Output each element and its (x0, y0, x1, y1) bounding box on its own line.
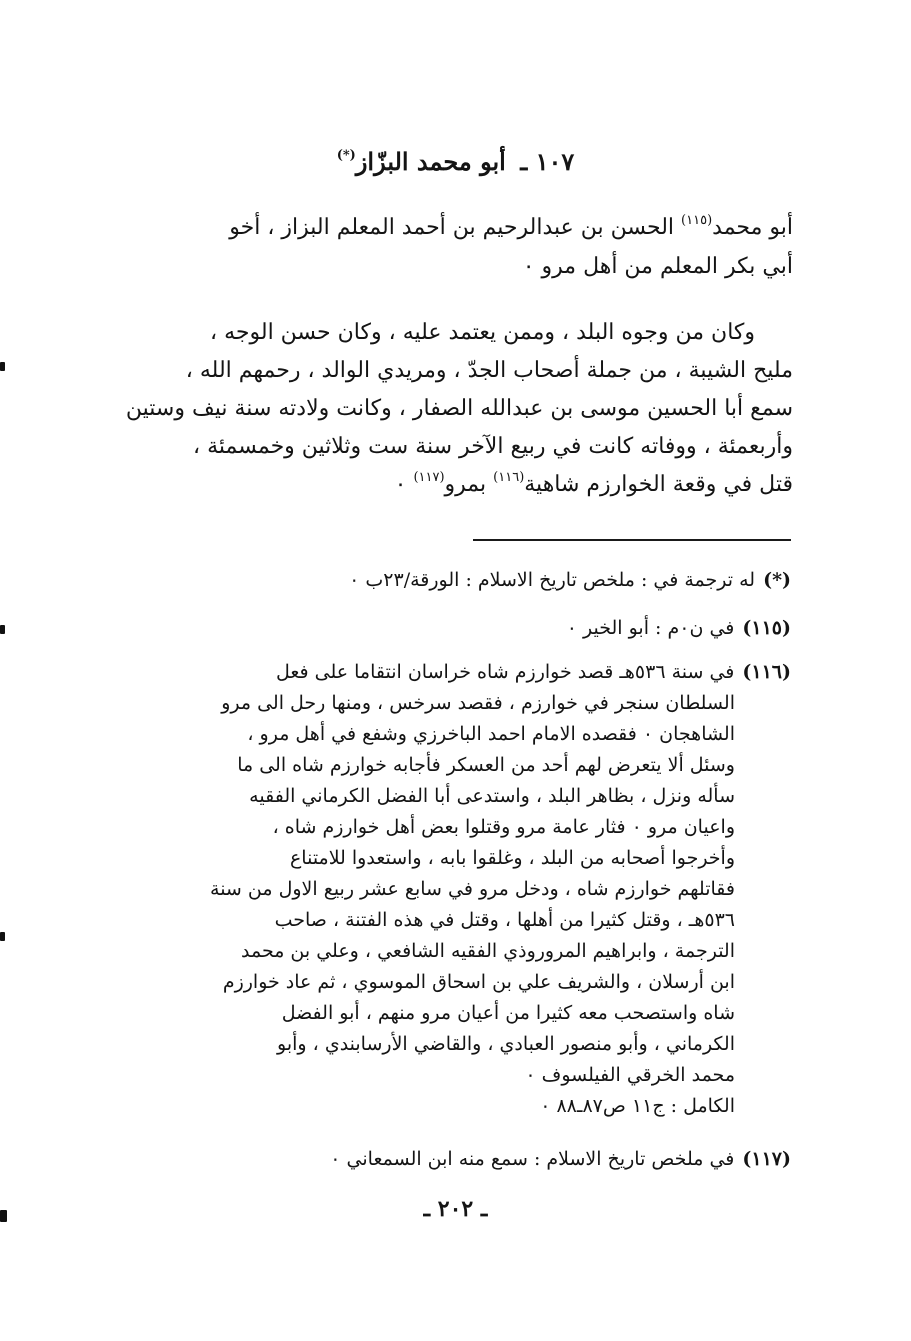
footnote-text: واعيان مرو ٠ فثار عامة مرو وقتلوا بعض أهل خوارزم شاه ، (272, 816, 735, 838)
footnote-text: في ن٠م : أبو الخير ٠ (566, 617, 735, 639)
footnote-star (111, 565, 791, 596)
footnote-ref-115: (١١٥) (681, 212, 713, 228)
footnote-text: ٥٣٦هـ ، وقتل كثيرا من أهلها ، وقتل في هذه الفتنة ، صاحب (274, 909, 735, 931)
footnote-text: الشاهجان ٠ فقصده الامام احمد الباخرزي وشفع في أهل مرو ، (247, 723, 735, 745)
footnote-text: السلطان سنجر في خوارزم ، فقصد سرخس ، ومنها رحل الى مرو (221, 692, 735, 714)
footnote-text: وأخرجوا أصحابه من البلد ، وغلقوا بابه ، واستعدوا للامتناع (289, 847, 735, 869)
footnote-text: في ملخص تاريخ الاسلام : سمع منه ابن السمعاني ٠ (330, 1148, 735, 1170)
footnote-marker: (*) (763, 569, 791, 591)
footnote-citation: الكامل : ج١١ ص٨٧ـ٨٨ ٠ (540, 1095, 735, 1117)
footnote-divider (473, 539, 791, 541)
page-number: ـ ٢٠٢ ـ (423, 1196, 488, 1222)
footnote-marker: (١١٧) (742, 1148, 791, 1170)
footnote-text: الترجمة ، وابراهيم المروروذي الفقيه الشافعي ، وعلي بن محمد (240, 940, 735, 962)
biography-paragraph-1 (113, 208, 793, 286)
footnote-text: له ترجمة في : ملخص تاريخ الاسلام : الورقة/٢٣ب ٠ (349, 569, 756, 591)
entry-heading (0, 142, 911, 182)
text-line: مليح الشيبة ، من جملة أصحاب الجدّ ، ومريدي الوالد ، رحمهم الله ، (185, 358, 793, 383)
footnote-116 (111, 657, 791, 1122)
footnote-ref-116: (١١٦) (493, 469, 525, 485)
scan-edge-mark (0, 362, 5, 371)
footnote-text: شاه واستصحب معه كثيرا من أعيان مرو منهم ، أبو الفضل (281, 1002, 735, 1024)
scan-edge-mark (0, 1210, 7, 1222)
footnote-text: في سنة ٥٣٦هـ قصد خوارزم شاه خراسان انتقاما على فعل (275, 661, 735, 683)
text-line: وكان من وجوه البلد ، وممن يعتمد عليه ، وكان حسن الوجه ، (210, 320, 755, 345)
footnote-text: الكرماني ، وأبو منصور العبادي ، والقاضي الأرسابندي ، وأبو (277, 1033, 735, 1055)
text-line: أبي بكر المعلم من أهل مرو ٠ (522, 254, 793, 279)
scan-edge-mark (0, 932, 5, 941)
footnote-ref-117: (١١٧) (413, 469, 445, 485)
footnote-marker: (١١٦) (742, 661, 791, 683)
footnote-text: سأله ونزل ، بظاهر البلد ، واستدعى أبا الفضل الكرماني الفقيه (249, 785, 735, 807)
text-line: أبو محمد$^{(١١٥)}$ الحسن بن عبدالرحيم بن أحمد المعلم البزاز ، أخو (229, 212, 793, 240)
footnote-text: ابن أرسلان ، والشريف علي بن اسحاق الموسوي ، ثم عاد خوارزم (222, 971, 735, 993)
entry-number: ١٠٧ ـ (520, 147, 575, 176)
footnote-117 (111, 1144, 791, 1175)
biography-paragraph-2 (113, 314, 793, 504)
footnote-115 (111, 613, 791, 644)
entry-title-note: (*) (336, 148, 356, 163)
entry-title: أبو محمد البزّاز (355, 147, 506, 176)
scan-edge-mark (0, 625, 5, 634)
footnote-marker: (١١٥) (742, 617, 791, 639)
text-line: وأربعمئة ، ووفاته كانت في ربيع الآخر سنة ست وثلاثين وخمسمئة ، (192, 434, 793, 459)
footnote-text: وسئل ألا يتعرض لهم أحد من العسكر فأجابه خوارزم شاه الى ما (237, 754, 735, 776)
footnote-text: فقاتلهم خوارزم شاه ، ودخل مرو في سابع عشر ربيع الاول من سنة (210, 878, 735, 900)
footnote-text: محمد الخرقي الفيلسوف ٠ (525, 1064, 735, 1086)
text-line: سمع أبا الحسين موسى بن عبدالله الصفار ، وكانت ولادته سنة نيف وستين (125, 396, 793, 421)
text-line: قتل في وقعة الخوارزم شاهية$^{(١١٦)}$ بمرو$^{(١١٧)}$ ٠ (394, 469, 793, 497)
